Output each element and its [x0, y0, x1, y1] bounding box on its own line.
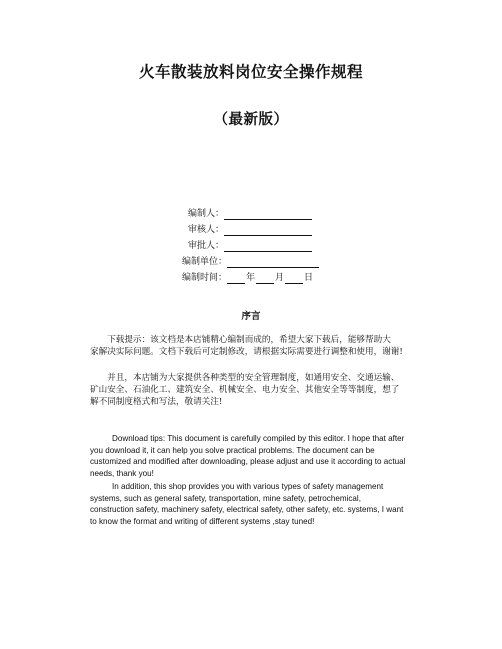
unit-label: 编制单位： — [182, 257, 228, 267]
approver-label: 审批人： — [188, 241, 225, 251]
reviewer-blank — [224, 224, 312, 236]
cn-line: 解不同制度格式和写法，敬请关注! — [90, 397, 223, 407]
en-line: construction safety, machinery safety, electrical safety, other safety, etc. systems, I want — [90, 505, 404, 514]
editor-blank — [224, 208, 312, 220]
en-line: systems, such as general safety, transportation, mine safety, petrochemical, — [90, 493, 361, 503]
en-line: customized and modified after downloading, please adjust and use it according to actual — [90, 457, 406, 466]
en-line: In addition, this shop provides you with various types of safety management — [112, 482, 384, 491]
document-title: 火车散装放料岗位安全操作规程 — [138, 63, 363, 81]
cn-line: 下载提示：该文档是本店铺精心编制而成的，希望大家下载后，能够帮助大 — [107, 335, 391, 345]
date-row — [182, 270, 319, 286]
en-paragraph-download-tips — [90, 433, 435, 479]
month-blank — [256, 272, 274, 284]
cn-line: 矿山安全、石油化工、建筑安全、机械安全、电力安全、其他安全等等制度，想了 — [90, 385, 400, 395]
en-paragraph-additional — [90, 481, 435, 527]
cn-line: 家解决实际问题。文档下载后可定制修改，请根据实际需要进行调整和使用，谢谢! — [90, 347, 403, 357]
approver-blank — [224, 240, 312, 252]
edition-label: （最新版） — [213, 112, 289, 128]
day-blank — [285, 272, 303, 284]
unit-row — [182, 254, 319, 270]
year-char: 年 — [246, 273, 256, 283]
preface-heading: 序言 — [241, 311, 261, 322]
reviewer-row — [182, 222, 319, 238]
cn-line: 并且，本店铺为大家提供各种类型的安全管理制度，如通用安全、交通运输、 — [107, 373, 400, 383]
editor-label: 编制人： — [188, 209, 225, 219]
year-blank — [227, 272, 245, 284]
en-line: Download tips: This document is carefully compiled by this editor. I hope that after — [112, 434, 405, 443]
month-char: 月 — [275, 273, 285, 283]
date-label: 编制时间： — [182, 273, 228, 283]
meta-block — [182, 206, 319, 286]
en-line: to know the format and writing of different systems ,stay tuned! — [90, 516, 315, 526]
day-char: 日 — [304, 273, 314, 283]
editor-row — [182, 206, 319, 222]
cn-paragraph-download-tips — [90, 334, 432, 358]
en-line: needs, thank you! — [90, 468, 154, 478]
cn-paragraph-additional — [90, 372, 432, 408]
approver-row — [182, 238, 319, 254]
en-line: you download it, it can help you solve practical problems. The document can be — [90, 445, 375, 455]
reviewer-label: 审核人： — [188, 225, 225, 235]
unit-blank — [227, 256, 319, 268]
